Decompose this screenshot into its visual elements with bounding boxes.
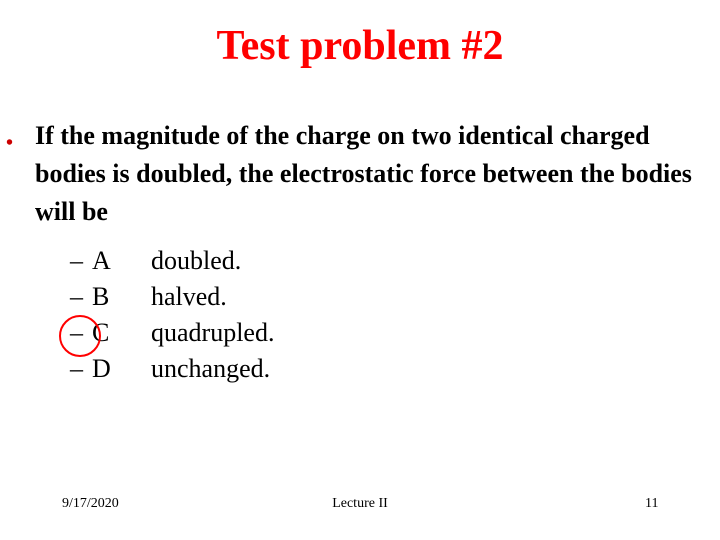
option-text: quadrupled.	[151, 318, 275, 347]
option-letter: A	[92, 246, 111, 275]
option-text: doubled.	[151, 246, 242, 275]
footer-lecture: Lecture II	[332, 496, 388, 511]
option-dash: –	[70, 246, 83, 275]
footer-date: 9/17/2020	[62, 496, 119, 511]
slide-title: Test problem #2	[216, 23, 504, 69]
selected-answer-circle-icon	[59, 315, 101, 357]
option-d	[0, 351, 720, 387]
option-dash: –	[70, 282, 83, 311]
question-text: If the magnitude of the charge on two identical charged bodies is doubled, the electrostatic force between the bodies will be	[35, 121, 692, 226]
option-letter: C	[92, 318, 110, 347]
option-letter: B	[92, 282, 110, 311]
option-b	[0, 279, 720, 315]
option-a	[0, 243, 720, 279]
page-number: 11	[645, 496, 659, 511]
option-c	[0, 315, 720, 351]
bullet-icon: •	[6, 132, 14, 154]
option-text: unchanged.	[151, 354, 271, 383]
option-dash: –	[70, 354, 83, 383]
option-letter: D	[92, 354, 111, 383]
option-dash: –	[70, 318, 83, 347]
option-text: halved.	[151, 282, 227, 311]
